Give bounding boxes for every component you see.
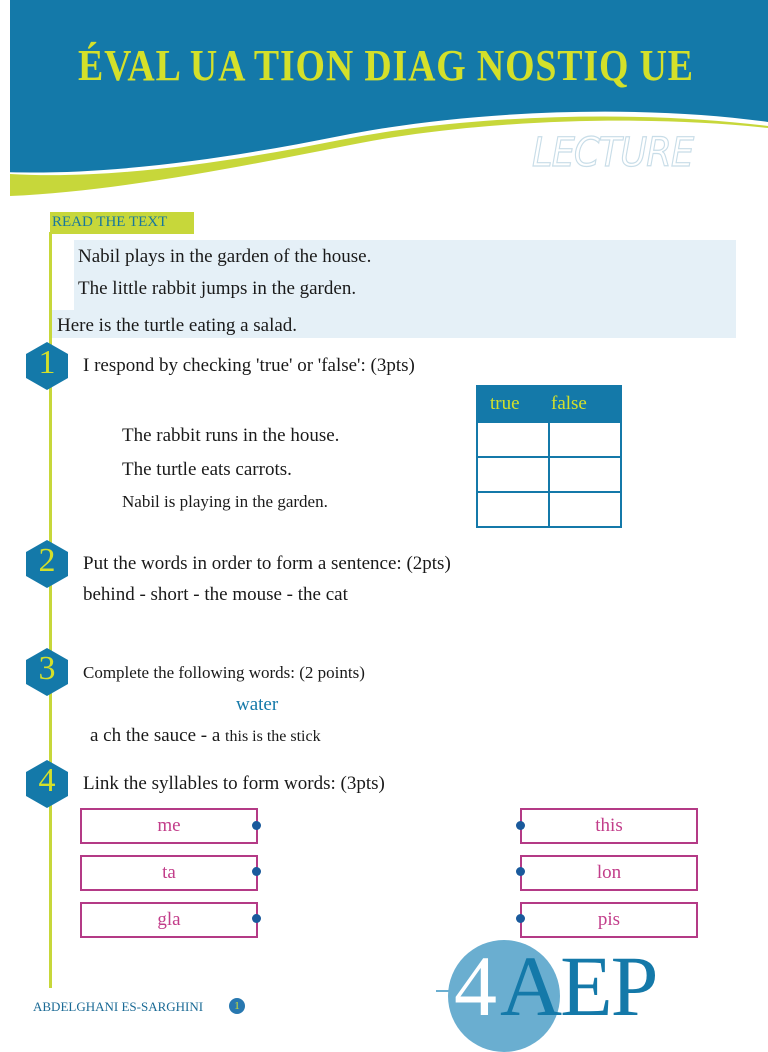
logo-number: 4	[454, 938, 497, 1034]
link-dot[interactable]	[516, 914, 525, 923]
read-label: READ THE TEXT	[52, 214, 168, 230]
syllable-box-right[interactable]: pis	[520, 902, 698, 938]
answer-cell[interactable]	[477, 457, 549, 492]
answer-cell[interactable]	[477, 422, 549, 457]
column-header-true: true	[477, 386, 549, 422]
logo-text: AEP	[500, 938, 657, 1034]
link-dot[interactable]	[252, 821, 261, 830]
q4-instruction: Link the syllables to form words: (3pts)	[83, 773, 385, 794]
question-number-badge: 4	[26, 760, 68, 808]
statement: The rabbit runs in the house.	[122, 425, 340, 446]
statement: The turtle eats carrots.	[122, 459, 292, 480]
reading-line: Nabil plays in the garden of the house.	[78, 246, 372, 267]
author-name: ABDELGHANI ES-SARGHINI	[33, 999, 204, 1014]
q2-instruction: Put the words in order to form a sentence: (2pts)	[83, 553, 451, 574]
question-number-badge: 3	[26, 648, 68, 696]
page-subtitle: LECTURE	[532, 130, 694, 176]
syllable-box-right[interactable]: lon	[520, 855, 698, 891]
link-dot[interactable]	[516, 867, 525, 876]
syllable-box-right[interactable]: this	[520, 808, 698, 844]
answer-cell[interactable]	[477, 492, 549, 527]
answer-cell[interactable]	[549, 492, 621, 527]
column-header-false: false	[549, 386, 621, 422]
link-dot[interactable]	[252, 914, 261, 923]
page-title: ÉVAL UA TION DIAG NOSTIQ UE	[78, 41, 694, 90]
reading-line: Here is the turtle eating a salad.	[57, 315, 298, 336]
q3-line	[90, 725, 321, 747]
statement: Nabil is playing in the garden.	[122, 492, 328, 511]
link-dot[interactable]	[252, 867, 261, 876]
link-dot[interactable]	[516, 821, 525, 830]
q1-instruction: I respond by checking 'true' or 'false': (3pts)	[83, 355, 415, 376]
page-number: 1	[229, 998, 245, 1014]
syllable-box-left[interactable]: ta	[80, 855, 258, 891]
answer-cell[interactable]	[549, 422, 621, 457]
answer-cell[interactable]	[549, 457, 621, 492]
q3-line-small: this is the stick	[225, 728, 321, 745]
q3-instruction: Complete the following words: (2 points)	[83, 663, 365, 682]
question-number-badge: 2	[26, 540, 68, 588]
q2-words: behind - short - the mouse - the cat	[83, 584, 348, 605]
syllable-box-left[interactable]: me	[80, 808, 258, 844]
question-number-badge: 1	[26, 342, 68, 390]
q3-line-main: a ch the sauce - a	[90, 725, 221, 746]
syllable-box-left[interactable]: gla	[80, 902, 258, 938]
true-false-table	[476, 385, 622, 528]
q3-hint: water	[236, 694, 279, 715]
reading-line: The little rabbit jumps in the garden.	[78, 278, 357, 299]
